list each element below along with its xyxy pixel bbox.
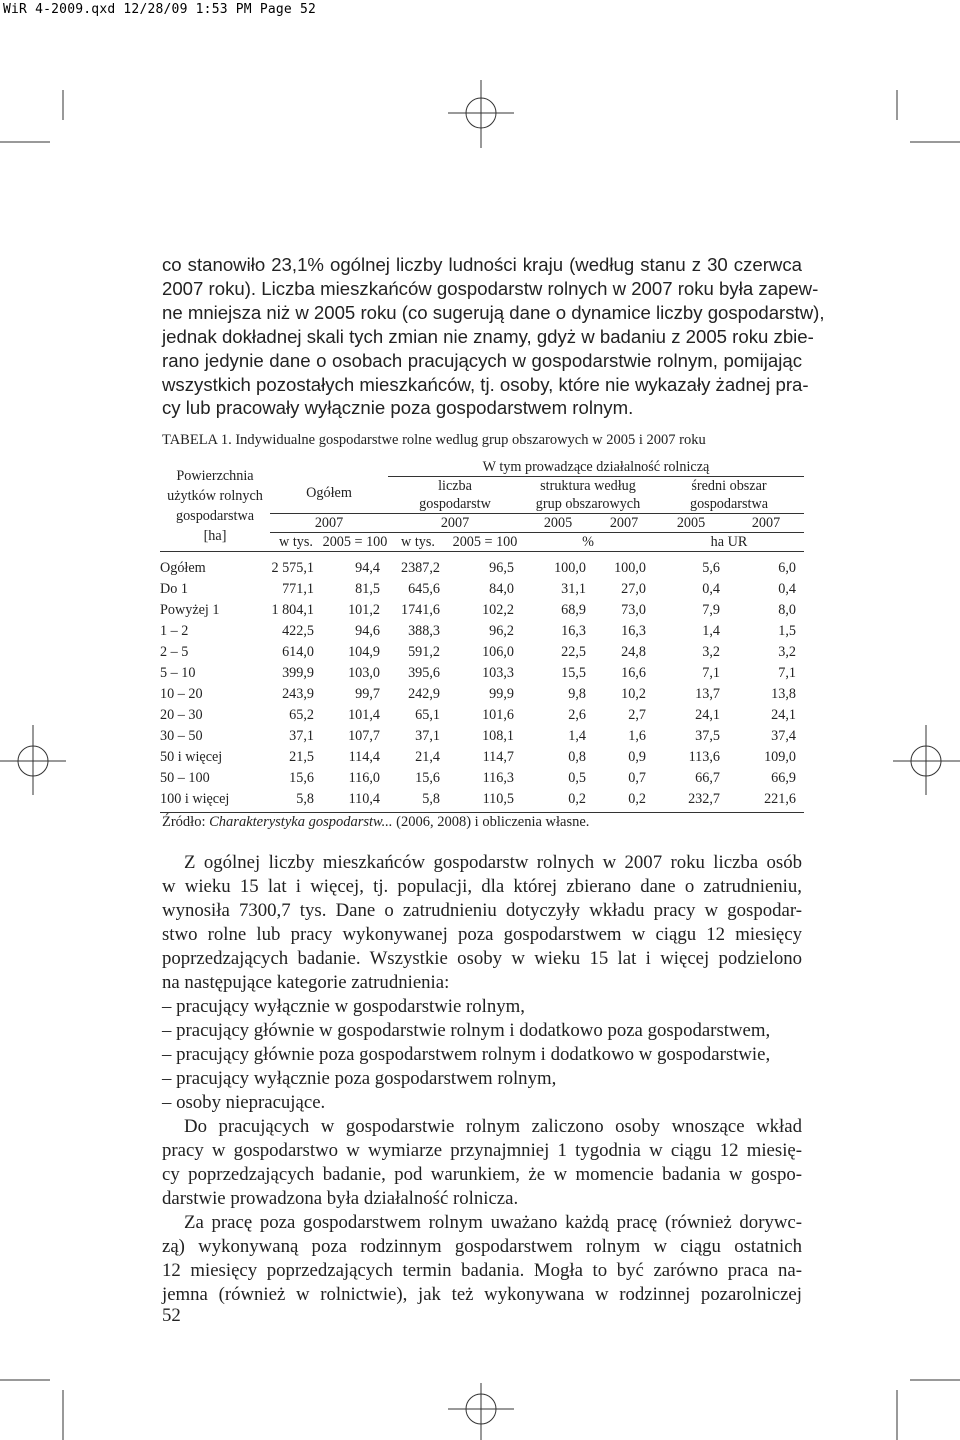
table-cell: 0,9	[628, 748, 646, 765]
table-cell: 73,0	[621, 601, 646, 618]
year-cell: 2007	[388, 514, 522, 533]
table-cell: 5,8	[270, 788, 322, 813]
table-cell: 0,7	[628, 769, 646, 786]
table-cell: 591,2	[408, 643, 440, 660]
table-cell: 103,3	[482, 664, 514, 681]
table-cell: 101,6	[482, 706, 514, 723]
source-title: Charakterystyka gospodarstw...	[209, 814, 393, 830]
list-item: – pracujący głównie poza gospodarstwem rolnym i dodatkowo w gospodarstwie,	[162, 1044, 771, 1065]
table-cell: 102,2	[482, 601, 514, 618]
row-label: 5 – 10	[160, 664, 196, 681]
table-cell: 110,5	[448, 788, 522, 813]
liczba-header-line: gospodarstw	[419, 496, 491, 512]
text-line: cy poprzedzających badanie, pod warunkiem, że w momencie badania w gospo-	[162, 1164, 802, 1185]
table-cell: 24,1	[695, 706, 720, 723]
crop-mark-bottom-right	[897, 1380, 960, 1440]
liczba-header	[388, 477, 522, 514]
table-cell: 0,4	[778, 580, 796, 597]
table-cell: 8,0	[778, 601, 796, 618]
text-line: ne mniejsza niż w 2005 roku (co sugerują dane o dynamice liczby gospodarstw),	[162, 301, 825, 323]
table-cell: 771,1	[282, 580, 314, 597]
text-line: poprzedzających badanie. Wszystkie osoby w wieku 15 lat i więcej podzielono	[162, 948, 802, 969]
crop-mark-top-left	[0, 90, 63, 142]
table-cell: 15,5	[561, 664, 586, 681]
row-label-header-line: Powierzchnia	[176, 467, 254, 484]
table-cell: 399,9	[282, 664, 314, 681]
table-row	[160, 662, 804, 683]
table-cell: 21,4	[415, 748, 440, 765]
table-cell: 395,6	[408, 664, 440, 681]
table-cell: 24,1	[771, 706, 796, 723]
table-cell: 2,6	[568, 706, 586, 723]
table-cell: 68,9	[561, 601, 586, 618]
table-row	[160, 725, 804, 746]
table-cell: 37,4	[771, 727, 796, 744]
unit-cell: 2005 = 100	[448, 533, 522, 552]
list-item: – pracujący głównie w gospodarstwie rolnym i dodatkowo poza gospodarstwem,	[162, 1020, 771, 1041]
struktura-header-line: grup obszarowych	[535, 496, 641, 512]
registration-target-right	[893, 725, 960, 795]
table-cell: 3,2	[702, 643, 720, 660]
registration-target-left	[0, 725, 66, 795]
table-cell: 107,7	[348, 727, 380, 744]
year-cell: 2007	[270, 514, 388, 533]
table-cell: 116,0	[348, 769, 380, 786]
table-cell: 1,4	[568, 727, 586, 744]
table-cell: 16,3	[621, 622, 646, 639]
table-cell: 5,8	[388, 788, 448, 813]
table-cell: 1,5	[778, 622, 796, 639]
table-cell: 0,2	[522, 788, 594, 813]
table-cell: 24,8	[621, 643, 646, 660]
table-cell: 99,9	[489, 685, 514, 702]
text-line: co stanowiło 23,1% ogólnej liczby ludności kraju (według stanu z 30 czerwca	[162, 254, 802, 275]
table-cell: 15,6	[289, 769, 314, 786]
struktura-header	[522, 477, 654, 514]
table-cell: 0,4	[702, 580, 720, 597]
document-slug: WiR 4-2009.qxd 12/28/09 1:53 PM Page 52	[3, 2, 317, 17]
text-line: jednak dokładnej skali tych zmian nie znamy, gdyż w badaniu z 2005 roku zbie-	[162, 325, 814, 347]
table-cell: 27,0	[621, 580, 646, 597]
row-label: 30 – 50	[160, 727, 203, 744]
table-cell: 103,0	[348, 664, 380, 681]
table-cell: 106,0	[482, 643, 514, 660]
row-label: Do 1	[160, 580, 188, 597]
table-cell: 101,2	[348, 601, 380, 618]
text-line: jemna (również w rolnictwie), jak też wykonywana w rodzinnej pozarolniczej	[162, 1284, 802, 1305]
crop-mark-bottom-left	[0, 1380, 63, 1440]
ogolem-header: Ogółem	[306, 485, 352, 502]
struktura-header-line: struktura według	[540, 478, 636, 494]
table-cell: 110,4	[322, 788, 388, 813]
list-item: – osoby niepracujące.	[162, 1092, 326, 1113]
table-cell: 84,0	[489, 580, 514, 597]
unit-cell: 2005 = 100	[322, 534, 388, 550]
table-cell: 7,9	[702, 601, 720, 618]
source-suffix: (2006, 2008) i obliczenia własne.	[392, 814, 590, 830]
text-line: zą) wykonywaną poza rodzinnym gospodarstwem rolnym w ciągu ostatnich	[162, 1236, 802, 1257]
table-cell: 13,7	[695, 685, 720, 702]
table-cell: 114,7	[482, 748, 514, 765]
text-line: wszystkich pozostałych mieszkańców, tj. osoby, które nie wykazały żadnej pra-	[162, 373, 809, 395]
list-item: – pracujący wyłącznie w gospodarstwie rolnym,	[162, 996, 525, 1017]
row-label: 1 – 2	[160, 622, 189, 639]
text-line: darstwie prowadzona była działalność rolnicza.	[162, 1188, 519, 1209]
table-cell: 0,2	[594, 788, 654, 813]
table-cell: 22,5	[561, 643, 586, 660]
unit-cell: ha UR	[654, 533, 804, 552]
farm-size-table	[160, 458, 804, 813]
table-row	[160, 746, 804, 767]
text-line: Z ogólnej liczby mieszkańców gospodarstw rolnych w 2007 roku liczba osób	[184, 852, 802, 873]
text-line: pracy w gospodarstwo w wymiarze przynajmniej 1 tygodnia w ciągu 12 miesię-	[162, 1140, 802, 1161]
table-cell: 243,9	[282, 685, 314, 702]
table-cell: 1741,6	[400, 601, 440, 618]
row-label-header-line: [ha]	[203, 527, 227, 544]
table-cell: 3,2	[778, 643, 796, 660]
table-cell: 116,3	[482, 769, 514, 786]
table-cell: 96,5	[489, 559, 514, 576]
table-cell: 94,6	[355, 622, 380, 639]
table-row	[160, 788, 804, 813]
table-cell: 5,6	[702, 559, 720, 576]
text-line: w wieku 15 lat i więcej, tj. populacji, dla której zbierano dane o zatrudnieniu,	[162, 876, 802, 897]
table-cell: 9,8	[568, 685, 586, 702]
row-label-header	[160, 458, 270, 552]
text-line: wynosiła 7300,7 tys. Dane o zatrudnieniu dotyczyły wkładu pracy w gospodar-	[162, 900, 802, 921]
row-label: Ogółem	[160, 559, 206, 576]
year-cell: 2007	[594, 514, 654, 533]
sredni-header	[654, 477, 804, 514]
table-body	[160, 552, 804, 813]
table-cell: 16,6	[621, 664, 646, 681]
row-label: Powyżej 1	[160, 601, 220, 618]
table-cell: 2 575,1	[271, 559, 314, 576]
table-cell: 242,9	[408, 685, 440, 702]
table-cell: 2387,2	[400, 559, 440, 576]
year-cell: 2007	[728, 514, 804, 533]
table-cell: 645,6	[408, 580, 440, 597]
table-cell: 388,3	[408, 622, 440, 639]
crop-mark-top-right	[897, 90, 960, 142]
table-row	[160, 620, 804, 641]
table-row	[160, 704, 804, 725]
text-line: 2007 roku). Liczba mieszkańców gospodarstw rolnych w 2007 roku była zapew-	[162, 277, 819, 299]
table-cell: 1,6	[628, 727, 646, 744]
row-label: 50 – 100	[160, 769, 210, 786]
row-label: 20 – 30	[160, 706, 203, 723]
unit-cell: w tys.	[388, 533, 448, 552]
table-cell: 221,6	[728, 788, 804, 813]
unit-cell: w tys.	[270, 533, 322, 552]
table-cell: 1 804,1	[271, 601, 314, 618]
text-line: stwo rolne lub pracy wykonywanej poza gospodarstwem w ciągu 12 miesięcy	[162, 924, 802, 945]
table-cell: 0,8	[568, 748, 586, 765]
table-cell: 109,0	[764, 748, 796, 765]
table-cell: 101,4	[348, 706, 380, 723]
table-cell: 81,5	[355, 580, 380, 597]
w-tym-header: W tym prowadzące działalność rolniczą	[388, 458, 804, 477]
table-cell: 37,1	[415, 727, 440, 744]
row-label-header-line: gospodarstwa	[175, 507, 255, 524]
intro-paragraph	[162, 253, 825, 420]
table-cell: 99,7	[355, 685, 380, 702]
table-cell: 65,2	[289, 706, 314, 723]
year-cell: 2005	[522, 514, 594, 533]
table-cell: 66,7	[695, 769, 720, 786]
table-cell: 7,1	[778, 664, 796, 681]
table-row	[160, 578, 804, 599]
table-cell: 37,1	[289, 727, 314, 744]
page-number: 52	[162, 1305, 181, 1326]
unit-cell: %	[522, 533, 654, 552]
registration-target-bottom	[448, 1383, 514, 1440]
header-row	[160, 458, 804, 477]
table-cell: 21,5	[289, 748, 314, 765]
list-item: – pracujący wyłącznie poza gospodarstwem rolnym,	[162, 1068, 557, 1089]
sredni-header-line: gospodarstwa	[689, 496, 769, 512]
text-line: rano jedynie dane o osobach pracujących w gospodarstwie rolnym, pomijając	[162, 349, 802, 371]
text-line: Za pracę poza gospodarstwem rolnym uważano każdą pracę (również dorywc-	[184, 1212, 802, 1233]
row-label-header-line: użytków rolnych	[167, 487, 263, 504]
table-row	[160, 767, 804, 788]
table-cell: 31,1	[561, 580, 586, 597]
year-cell: 2005	[654, 514, 728, 533]
text-line: na następujące kategorie zatrudnienia:	[162, 972, 450, 993]
table-cell: 100,0	[614, 559, 646, 576]
liczba-header-line: liczba	[438, 478, 472, 494]
table-cell: 10,2	[621, 685, 646, 702]
table-cell: 94,4	[355, 559, 380, 576]
registration-target-top	[448, 80, 514, 148]
table-cell: 108,1	[482, 727, 514, 744]
text-line: Do pracujących w gospodarstwie rolnym zaliczono osoby wnoszące wkład	[184, 1116, 802, 1137]
table-cell: 1,4	[702, 622, 720, 639]
row-label: 50 i więcej	[160, 748, 223, 765]
sredni-header-line: średni obszar	[691, 478, 767, 494]
table-row	[160, 683, 804, 704]
table-caption: TABELA 1. Indywidualne gospodarstwe rolne wedlug grup obszarowych w 2005 i 2007 roku	[162, 432, 706, 448]
table-cell: 65,1	[415, 706, 440, 723]
table-row	[160, 599, 804, 620]
table-cell: 0,5	[568, 769, 586, 786]
row-label: 10 – 20	[160, 685, 203, 702]
table-cell: 232,7	[654, 788, 728, 813]
table-row	[160, 641, 804, 662]
table-cell: 114,4	[348, 748, 380, 765]
row-label: 2 – 5	[160, 643, 189, 660]
table-cell: 16,3	[561, 622, 586, 639]
table-cell: 2,7	[628, 706, 646, 723]
table-source	[162, 814, 589, 831]
table-cell: 66,9	[771, 769, 796, 786]
table-cell: 6,0	[778, 559, 796, 576]
text-line: 12 miesięcy poprzedzających termin badania. Mogła to być zarówno praca na-	[162, 1260, 802, 1281]
table-cell: 13,8	[771, 685, 796, 702]
body-text	[162, 851, 802, 1307]
table-cell: 7,1	[702, 664, 720, 681]
table-cell: 113,6	[688, 748, 720, 765]
table-cell: 96,2	[489, 622, 514, 639]
table-cell: 100,0	[554, 559, 586, 576]
source-prefix: Źródło:	[162, 814, 210, 830]
table-cell: 614,0	[282, 643, 314, 660]
row-label: 100 i więcej	[160, 788, 270, 813]
text-line: cy lub pracowały wyłącznie poza gospodarstwem rolnym.	[162, 397, 634, 419]
table-cell: 37,5	[695, 727, 720, 744]
table-cell: 422,5	[282, 622, 314, 639]
table-cell: 15,6	[415, 769, 440, 786]
table-row	[160, 552, 804, 579]
table-cell: 104,9	[348, 643, 380, 660]
